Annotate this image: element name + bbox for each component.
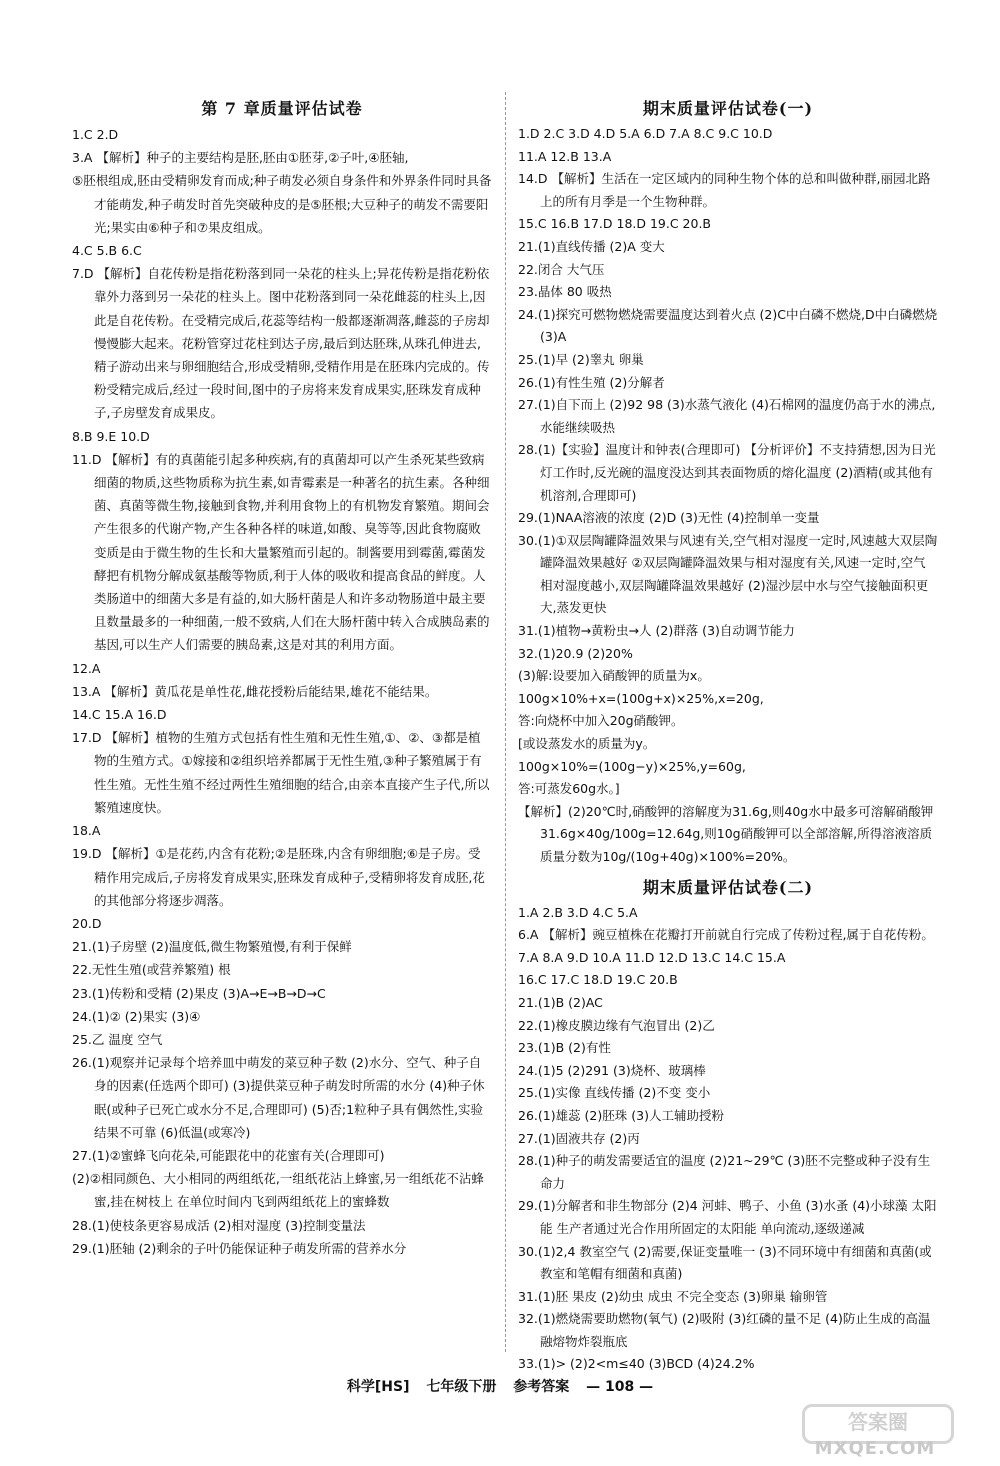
final-exam-1-answer-list <box>518 123 938 869</box>
answer-line: 1.C 2.D <box>72 127 119 142</box>
answer-line: 26.(1)观察并记录每个培养皿中萌发的菜豆种子数 (2)水分、空气、种子自身的因素(任选两个即可) (3)提供菜豆种子萌发时所需的水分 (4)种子休眠(或种子已死亡或水分不足,合理即可) (5)否;1粒种子具有偶然性,实验结果不可靠 (6)低温(或寒冷) <box>72 1055 485 1140</box>
answer-line: 27.(1)自下而上 (2)92 98 (3)水蒸气液化 (4)石棉网的温度仍高于水的沸点,水能继续吸热 <box>518 397 936 435</box>
final-exam-1-title: 期末质量评估试卷(一) <box>642 99 814 118</box>
answer-line: 17.D 【解析】植物的生殖方式包括有性生殖和无性生殖,①、②、③都是植物的生殖方式。①嫁接和②组织培养都属于无性生殖,③种子繁殖属于有性生殖。无性生殖不经过两性生殖细胞的结合,由亲本直接产生子代,所以繁殖速度快。 <box>72 730 490 815</box>
answer-line: (3)解:设要加入硝酸钾的质量为x。 <box>518 668 710 684</box>
answer-line: 27.(1)固液共存 (2)丙 <box>518 1130 640 1146</box>
answer-line: 15.C 16.B 17.D 18.D 19.C 20.B <box>518 216 711 232</box>
answer-line: 19.D 【解析】①是花药,内含有花粉;②是胚珠,内含有卵细胞;⑥是子房。受精作用完成后,子房将发育成果实,胚珠发育成种子,受精卵将发育成胚,花的其他部分将逐步凋落。 <box>72 846 485 908</box>
answer-line: 31.(1)植物→黄粉虫→人 (2)群落 (3)自动调节能力 <box>518 623 795 639</box>
answer-line: 28.(1)种子的萌发需要适宜的温度 (2)21~29℃ (3)胚不完整或种子没有生命力 <box>518 1153 931 1191</box>
answer-line: 25.(1)早 (2)睾丸 卵巢 <box>518 351 644 367</box>
answer-line: 16.C 17.C 18.D 19.C 20.B <box>518 972 678 988</box>
answer-line: 8.B 9.E 10.D <box>72 428 150 444</box>
answer-line: 12.A <box>72 660 101 676</box>
footer-label: 参考答案 <box>513 1379 570 1395</box>
answer-line: 28.(1)使枝条更容易成活 (2)相对湿度 (3)控制变量法 <box>72 1217 366 1233</box>
answer-line: 30.(1)2,4 教室空气 (2)需要,保证变量唯一 (3)不同环境中有细菌和真菌(或教室和笔帽有细菌和真菌) <box>518 1243 932 1282</box>
answer-line: 22.无性生殖(或营养繁殖) 根 <box>72 962 231 978</box>
chapter-7-title: 第 7 章质量评估试卷 <box>201 99 363 118</box>
right-column <box>518 90 938 1376</box>
answer-line: 21.(1)B (2)AC <box>518 994 603 1010</box>
watermark-logo-text: 答案圈 <box>848 1410 908 1434</box>
answer-line: 29.(1)NAA溶液的浓度 (2)D (3)无性 (4)控制单一变量 <box>518 510 820 526</box>
answer-line: 答:可蒸发60g水。] <box>518 781 620 797</box>
page-footer <box>0 1376 1000 1396</box>
answer-line: 23.(1)传粉和受精 (2)果皮 (3)A→E→B→D→C <box>72 985 326 1001</box>
answer-line: 32.(1)燃烧需要助燃物(氧气) (2)吸附 (3)红磷的量不足 (4)防止生成的高温融熔物炸裂瓶底 <box>518 1311 931 1349</box>
answer-line: 25.(1)实像 直线传播 (2)不变 变小 <box>518 1085 711 1101</box>
answer-line: 28.(1)【实验】温度计和钟表(合理即可) 【分析评价】不支持猜想,因为日光灯工作时,反光碗的温度没达到其表面物质的熔化温度 (2)酒精(或其他有机溶剂,合理即可) <box>518 442 936 503</box>
final-exam-2-answer-list <box>518 902 938 1376</box>
final-exam-2-title: 期末质量评估试卷(二) <box>642 877 814 897</box>
answer-line: 23.(1)B (2)有性 <box>518 1040 611 1056</box>
answer-line: 20.D <box>72 915 102 931</box>
answer-line: 27.(1)②蜜蜂飞向花朵,可能跟花中的花蜜有关(合理即可) <box>72 1147 385 1163</box>
answer-line: 21.(1)子房壁 (2)温度低,微生物繁殖慢,有利于保鲜 <box>72 939 352 955</box>
answer-line: 32.(1)20.9 (2)20% <box>518 645 633 661</box>
answer-line: 1.A 2.B 3.D 4.C 5.A <box>518 904 638 920</box>
answer-line: 33.(1)> (2)2<m≤40 (3)BCD (4)24.2% <box>518 1356 755 1372</box>
answer-line: 4.C 5.B 6.C <box>72 243 142 259</box>
answer-line: 100g×10%=(100g−y)×25%,y=60g, <box>518 758 746 774</box>
answer-line: 6.A 【解析】豌豆植株在花瓣打开前就自行完成了传粉过程,属于自花传粉。 <box>518 927 934 943</box>
answer-line: (2)②相同颜色、大小相同的两组纸花,一组纸花沾上蜂蜜,另一组纸花不沾蜂蜜,挂在树枝上 在单位时间内飞到两组纸花上的蜜蜂数 <box>72 1171 484 1210</box>
answer-line: 24.(1)探究可燃物燃烧需要温度达到着火点 (2)C中白磷不燃烧,D中白磷燃烧 (3)A <box>518 306 938 345</box>
answer-line: 24.(1)5 (2)291 (3)烧杯、玻璃棒 <box>518 1062 706 1078</box>
left-column <box>72 90 492 1260</box>
answer-line: 21.(1)直线传播 (2)A 变大 <box>518 238 665 254</box>
answer-line: 14.D 【解析】生活在一定区域内的同种生物个体的总和叫做种群,丽园北路上的所有月季是一个生物种群。 <box>518 171 931 209</box>
answer-line: 3.A 【解析】种子的主要结构是胚,胚由①胚芽,②子叶,④胚轴, <box>72 150 409 166</box>
answer-line: 100g×10%+x=(100g+x)×25%,x=20g, <box>518 690 764 706</box>
answer-line: 13.A 【解析】黄瓜花是单性花,雌花授粉后能结果,雄花不能结果。 <box>72 683 438 699</box>
answer-line: 11.A 12.B 13.A <box>518 148 612 164</box>
footer-grade: 七年级下册 <box>426 1379 497 1395</box>
answer-line: 18.A <box>72 823 101 839</box>
answer-line: 29.(1)分解者和非生物部分 (2)4 河蚌、鸭子、小鱼 (3)水蚤 (4)小球藻 太阳能 生产者通过光合作用所固定的太阳能 单向流动,逐级递减 <box>518 1198 937 1236</box>
answer-line: 7.D 【解析】自花传粉是指花粉落到同一朵花的柱头上;异花传粉是指花粉依靠外力落到另一朵花的柱头上。图中花粉落到同一朵花雌蕊的柱头上,因此是自花传粉。在受精完成后,花蕊等结构一般都逐渐凋落,雌蕊的子房却慢慢膨大起来。花粉管穿过花柱到达子房,最后到达胚珠,从珠孔伸进去,精子游动出来与卵细胞结合,形成受精卵,受精作用是在胚珠内完成的。传粉受精完成后,经过一段时间,图中的子房将来发育成果实,胚珠发育成种子,子房壁发育成果皮。 <box>72 266 490 421</box>
answer-line: 30.(1)①双层陶罐降温效果与风速有关,空气相对湿度一定时,风速越大双层陶罐降温效果越好 ②双层陶罐降温效果与相对湿度有关,风速一定时,空气相对湿度越小,双层陶罐降温效果越好 (2)湿沙层中水与空气接触面积更大,蒸发更快 <box>518 532 938 616</box>
answer-line: 22.(1)橡皮膜边缘有气泡冒出 (2)乙 <box>518 1017 715 1033</box>
answer-line: 31.(1)胚 果皮 (2)幼虫 成虫 不完全变态 (3)卵巢 输卵管 <box>518 1288 828 1304</box>
footer-page-number: — 108 — <box>586 1379 654 1395</box>
answer-line: 【解析】(2)20℃时,硝酸钾的溶解度为31.6g,则40g水中最多可溶解硝酸钾31.6g×40g/100g=12.64g,则10g硝酸钾可以全部溶解,所得溶液溶质质量分数为10g/(10g+40g)×100%=20%。 <box>518 803 934 864</box>
answer-line: 25.乙 温度 空气 <box>72 1031 163 1047</box>
watermark-logo <box>790 1404 960 1460</box>
answer-line: 22.闭合 大气压 <box>518 261 605 277</box>
column-divider <box>505 92 506 1352</box>
answer-line: 14.C 15.A 16.D <box>72 707 167 723</box>
footer-subject: 科学[HS] <box>346 1379 410 1395</box>
answer-line: 26.(1)有性生殖 (2)分解者 <box>518 374 665 390</box>
answer-line: 11.D 【解析】有的真菌能引起多种疾病,有的真菌却可以产生杀死某些致病细菌的物质,这些物质称为抗生素,如青霉素是一种著名的抗生素。各种细菌、真菌等微生物,接触到食物,并利用食物上的有机物发育繁殖。期间会产生很多的代谢产物,产生各种各样的味道,如酸、臭等等,因此食物腐败变质是由于微生物的生长和大量繁殖而引起的。制酱要用到霉菌,霉菌发酵把有机物分解成氨基酸等物质,利于人体的吸收和提高食品的鲜度。人类肠道中的细菌大多是有益的,如大肠杆菌是人和许多动物肠道中最主要且数量最多的一种细菌,一般不致病,人们在大肠杆菌中转入合成胰岛素的基因,可以生产人们需要的胰岛素,这是对其的利用方面。 <box>72 451 490 653</box>
answer-line: 29.(1)胚轴 (2)剩余的子叶仍能保证种子萌发所需的营养水分 <box>72 1240 407 1256</box>
answer-line: 23.晶体 80 吸热 <box>518 284 612 300</box>
answer-line: 7.A 8.A 9.D 10.A 11.D 12.D 13.C 14.C 15.A <box>518 949 786 965</box>
watermark-site: MXQE.COM <box>814 1438 936 1459</box>
answer-line: 26.(1)雄蕊 (2)胚珠 (3)人工辅助授粉 <box>518 1107 724 1123</box>
answer-line: 1.D 2.C 3.D 4.D 5.A 6.D 7.A 8.C 9.C 10.D <box>518 126 773 141</box>
answer-line: 24.(1)② (2)果实 (3)④ <box>72 1008 201 1024</box>
answer-line: ⑤胚根组成,胚由受精卵发育而成;种子萌发必须自身条件和外界条件同时具备才能萌发,种子萌发时首先突破种皮的是⑤胚根;大豆种子的萌发不需要阳光;果实由⑥种子和⑦果皮组成。 <box>72 173 492 235</box>
answer-line: 答:向烧杯中加入20g硝酸钾。 <box>518 713 684 729</box>
answer-line: [或设蒸发水的质量为y。 <box>518 736 656 752</box>
left-answer-list <box>72 123 492 1260</box>
